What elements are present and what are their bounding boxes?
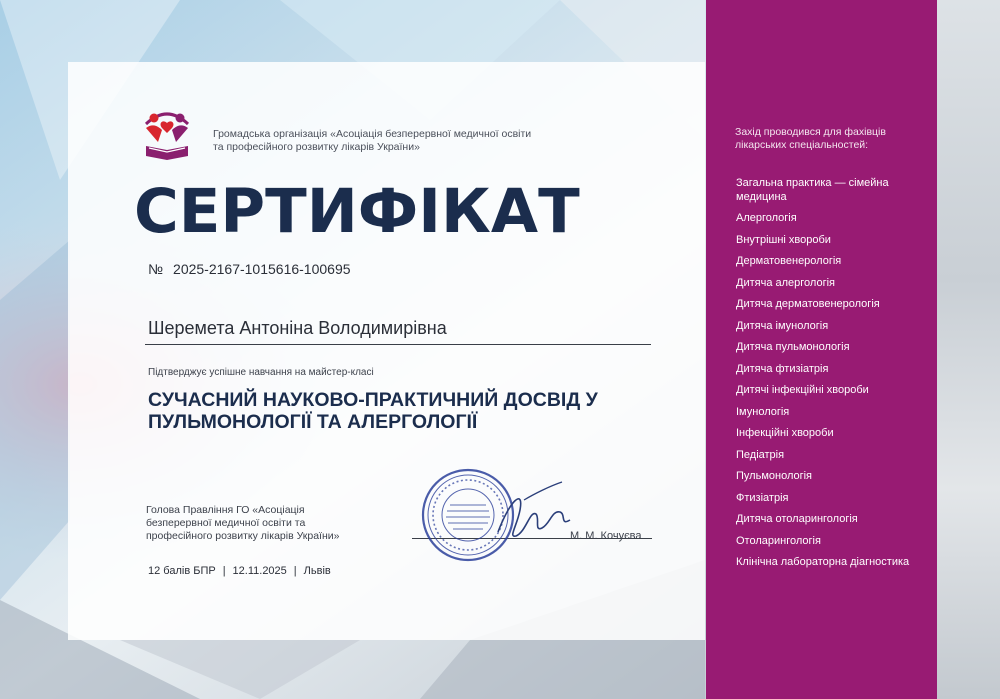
specialty-item: Дитяча фтизіатрія <box>736 362 829 375</box>
specialty-item: Дитяча імунологія <box>736 319 829 332</box>
association-logo-icon <box>140 106 194 162</box>
points: 12 балів БПР <box>148 565 216 577</box>
signer-name: М. М. Кочуєва <box>570 530 642 542</box>
number-value: 2025-2167-1015616-100695 <box>173 261 351 277</box>
certificate-number <box>148 261 351 277</box>
chair-title: Голова Правління ГО «Асоціація безперервної медичної освіти та професійного розвитку лікарів України» <box>146 504 340 542</box>
city: Львів <box>303 565 331 577</box>
specialty-item: Дитяча алергологія <box>736 276 835 289</box>
specialty-item: Дитяча пульмонологія <box>736 341 850 353</box>
separator: | <box>293 565 297 577</box>
specialty-item: Дитячі інфекційні хвороби <box>736 384 869 396</box>
specialty-item: Отоларингологія <box>736 534 821 547</box>
number-label: № <box>148 261 164 277</box>
specialty-item: Дитяча отоларингологія <box>736 513 858 525</box>
specialty-item: Дерматовенерологія <box>736 255 842 267</box>
specialty-item: Клінічна лабораторна діагностика <box>736 556 910 568</box>
specialty-item: Алергологія <box>736 212 797 224</box>
recipient-name: Шеремета Антоніна Володимирівна <box>148 318 447 338</box>
specialty-item: Дитяча дерматовенерологія <box>736 298 880 310</box>
specialties-list <box>736 177 931 578</box>
specialty-item: Внутрішні хвороби <box>736 233 831 246</box>
certificate-footer <box>148 565 331 577</box>
sidebar-intro: Захід проводився для фахівців лікарських спеціальностей: <box>735 126 886 151</box>
date: 12.11.2025 <box>232 565 287 577</box>
specialty-item: Загальна практика — сімейна медицина <box>736 177 889 203</box>
certificate-title: СЕРТИФІКАТ <box>134 176 580 247</box>
separator: | <box>222 565 226 577</box>
confirmation-text: Підтверджує успішне навчання на майстер-класі <box>148 367 374 378</box>
right-decor-strip <box>937 0 1000 699</box>
organization-name: Громадська організація «Асоціація безперервної медичної освіти та професійного розвитку лікарів України» <box>213 128 532 153</box>
specialty-item: Пульмонологія <box>736 470 813 482</box>
name-underline <box>145 344 651 345</box>
specialty-item: Інфекційні хвороби <box>736 427 834 439</box>
specialty-item: Фтизіатрія <box>736 491 789 504</box>
specialty-item: Педіатрія <box>736 448 785 461</box>
course-title: СУЧАСНИЙ НАУКОВО-ПРАКТИЧНИЙ ДОСВІД У ПУЛЬМОНОЛОГІЇ ТА АЛЕРГОЛОГІЇ <box>148 389 598 433</box>
handwritten-signature-icon <box>490 480 580 550</box>
specialty-item: Імунологія <box>736 405 790 418</box>
